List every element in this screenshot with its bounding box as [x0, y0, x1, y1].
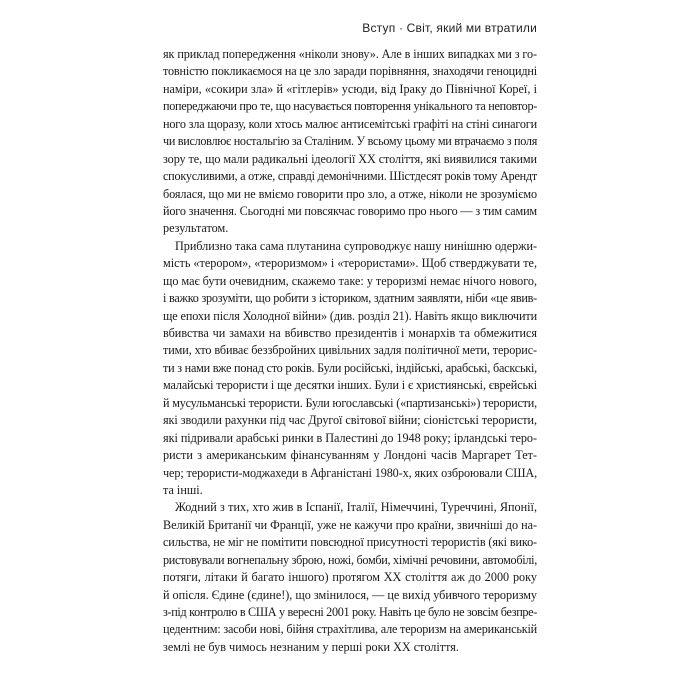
- text-line: які підривали арабські ринки в Палестині до 1948 року; ірландські теро-: [163, 430, 537, 445]
- text-line: товністю покликаємося на це зло заради порівняння, знаходячи геноцидні: [163, 64, 538, 79]
- text-line: землі не був чимось незнаним у перші роки XX століття.: [163, 639, 459, 654]
- text-line: цедентним: засоби нові, бійня страхітлива, але тероризм на американській: [163, 622, 537, 637]
- text-line: малайські терористи і ще десятки інших. Були і є християнські, єврейські: [163, 378, 537, 393]
- text-line: й мусульманські терористи. Були югославські («партизанські») терористи,: [163, 395, 537, 410]
- text-line: ти з нами вже понад сто років. Були російські, індійські, арабські, баскські,: [163, 360, 537, 375]
- text-line: ного зла щоразу, коли хтось малює антисемітські графіті на стіні синагоги: [163, 116, 537, 131]
- text-line: сильства, не міг не помітити повсюдної присутності терористів (які вико-: [163, 535, 538, 550]
- text-line: ристи з американським фінансуванням у Лондоні часів Маргарет Тет-: [163, 448, 537, 463]
- text-line: як приклад попередження «ніколи знову». Але в інших випадках ми з го-: [163, 47, 537, 61]
- text-line: Приблизно така сама плутанина супроводжує нашу нинішню одержи-: [175, 238, 537, 253]
- body-text: [163, 46, 537, 656]
- text-line: чер; терористи-моджахеди в Афганістані 1980-х, яких озброювали США,: [163, 465, 538, 480]
- text-line: спокусливими, а отже, справді демонічними. Шістдесят років тому Арендт: [163, 169, 538, 184]
- running-head: Вступ · Світ, який ми втратили: [362, 21, 537, 35]
- text-line: боялася, що ми не вміємо говорити про зло, а отже, ніколи не зрозуміємо: [163, 186, 537, 201]
- text-line: результатом.: [163, 221, 229, 236]
- text-line: тими, хто вбиває беззбройних цивільних задля політичної мети, терорис-: [163, 343, 538, 358]
- text-line: потяги, літаки й багато іншого) протягом XX століття аж до 2000 року: [163, 570, 537, 585]
- text-line: ще епохи після Холодної війни» (див. розділ 21). Навіть якщо виключити: [163, 308, 537, 323]
- text-line: чи висловлює ностальгію за Сталіним. У всьому цьому ми втрачаємо з поля: [163, 134, 537, 149]
- text-line: що має бути очевидним, скажемо таке: у тероризмі немає нічого нового,: [163, 273, 538, 288]
- text-line: і важко зрозуміти, що робити з істориком, здатним заявляти, ніби «це явив-: [163, 291, 538, 306]
- text-line: попереджаючи про те, що насувається повторення унікального та неповтор-: [163, 99, 538, 114]
- text-line: зору те, що мали радикальні ідеології XX століття, які виявилися такими: [163, 151, 537, 166]
- text-line: з-під контролю в США у вересні 2001 року. Навіть це було не зовсім безпре-: [163, 605, 537, 619]
- text-line: його значення. Сьогодні ми повсякчас говоримо про нього — з тим самим: [163, 203, 537, 218]
- text-line: наміри, «сокири зла» й «гітлерів» усюди, від Іраку до Північної Кореї, і: [163, 81, 537, 96]
- text-line: мість «терором», «тероризмом» і «терористами». Щоб стверджувати те,: [163, 256, 538, 271]
- text-line: Великій Британії чи Франції, уже не кажучи про країни, звичніші до на-: [163, 517, 537, 532]
- text-line: які зводили рахунки під час Другої світової війни; сіоністські терористи,: [163, 413, 537, 428]
- text-line: та інші.: [163, 482, 203, 497]
- text-line: ристовували вогнепальну зброю, ножі, бомби, хімічні речовини, автомобілі,: [163, 552, 537, 567]
- text-line: Жодний з тих, хто жив в Іспанії, Італії, Німеччині, Туреччині, Японії,: [175, 500, 537, 515]
- text-line: й опісля. Єдине (єдине!), що змінилося, — це вихід убивчого тероризму: [163, 587, 538, 602]
- text-line: вбивства чи замахи на вбивство президентів і монархів та обмежитися: [163, 326, 537, 340]
